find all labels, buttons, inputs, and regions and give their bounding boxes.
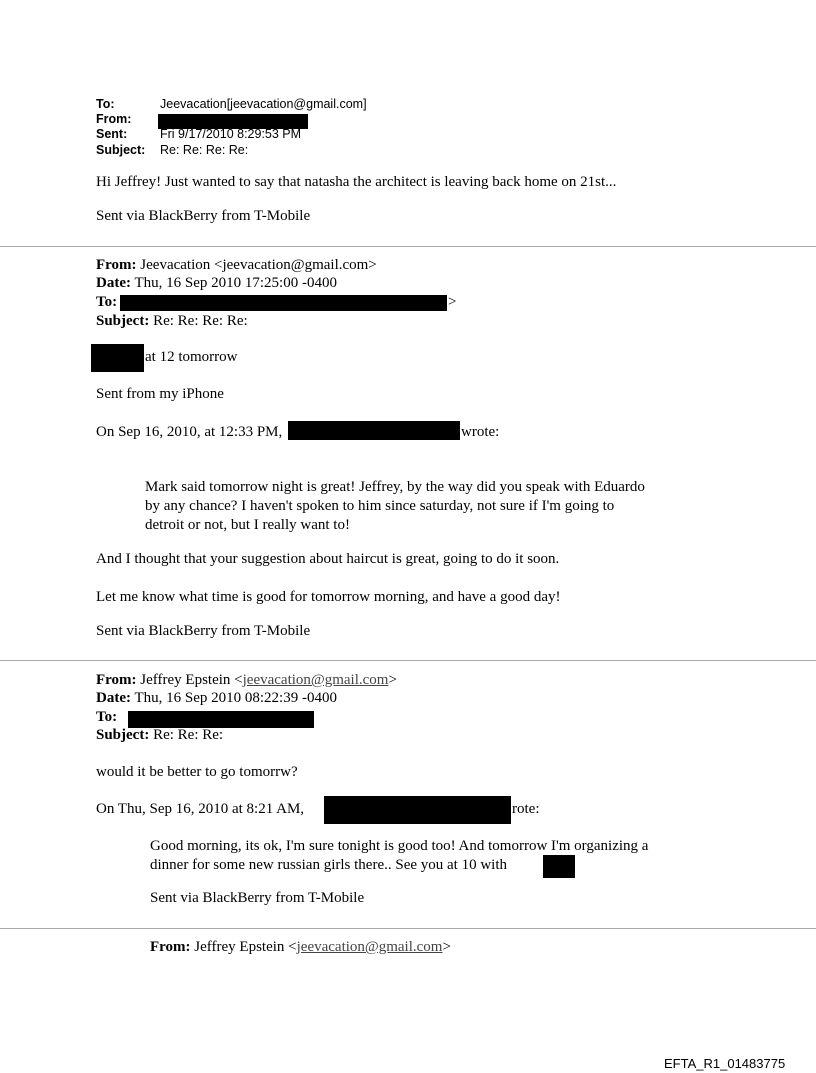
redaction-box <box>288 421 460 440</box>
msg3-date-value: Thu, 16 Sep 2010 08:22:39 -0400 <box>134 690 337 706</box>
msg2-date-line <box>96 275 337 292</box>
msg3-from-line <box>96 672 397 689</box>
header-sent-label: Sent: <box>96 127 128 141</box>
redaction-box <box>91 344 144 372</box>
msg2-date-value: Thu, 16 Sep 2010 17:25:00 -0400 <box>134 275 337 291</box>
divider <box>0 660 816 661</box>
msg3-body: would it be better to go tomorrw? <box>96 764 298 780</box>
msg2-line-letmeknow: Let me know what time is good for tomorrow morning, and have a good day! <box>96 589 561 605</box>
msg2-from-value: Jeevacation <jeevacation@gmail.com> <box>140 257 377 273</box>
msg4-from-line <box>150 939 451 956</box>
msg2-to-label: To: <box>96 294 118 310</box>
msg2-signature: Sent from my iPhone <box>96 386 224 402</box>
msg3-subject-value: Re: Re: Re: <box>153 727 224 743</box>
divider <box>0 928 816 929</box>
bates-number: EFTA_R1_01483775 <box>664 1056 786 1071</box>
header-sent-value: Fri 9/17/2010 8:29:53 PM <box>160 127 302 141</box>
msg3-quote-text: Good morning, its ok, I'm sure tonight is good too! And tomorrow I'm organizing a dinner for some new russian girls there.. See you at 10 with <box>150 838 649 873</box>
msg2-body: at 12 tomorrow <box>145 349 238 365</box>
msg3-from-name: Jeffrey Epstein < <box>140 672 243 688</box>
msg3-from-close: > <box>388 672 397 688</box>
msg4-from-name: Jeffrey Epstein < <box>194 939 297 955</box>
msg3-quote-intro-a: On Thu, Sep 16, 2010 at 8:21 AM, <box>96 801 305 817</box>
msg2-to-tail: > <box>448 294 457 310</box>
header-subject-value: Re: Re: Re: Re: <box>160 143 249 157</box>
msg3-subject-line <box>96 727 223 744</box>
header-to-label: To: <box>96 97 115 111</box>
header-to-value: Jeevacation[jeevacation@gmail.com] <box>160 97 367 111</box>
msg3-quote-intro-b: rote: <box>512 801 540 817</box>
msg4-from-close: > <box>442 939 451 955</box>
msg2-subject-label: Subject: <box>96 313 150 329</box>
msg4-email-link[interactable]: jeevacation@gmail.com <box>296 939 443 955</box>
redaction-box <box>324 796 511 824</box>
msg2-quote-intro-a: On Sep 16, 2010, at 12:33 PM, <box>96 424 283 440</box>
msg3-date-label: Date: <box>96 690 131 706</box>
msg2-from-label: From: <box>96 257 137 273</box>
msg4-from-label: From: <box>150 939 191 955</box>
redaction-box <box>128 711 314 728</box>
msg3-to-label: To: <box>96 709 118 725</box>
msg3-from-label: From: <box>96 672 137 688</box>
header-from-label: From: <box>96 112 132 126</box>
msg1-signature: Sent via BlackBerry from T-Mobile <box>96 208 311 224</box>
msg2-quote-text: Mark said tomorrow night is great! Jeffrey, by the way did you speak with Eduardo by any chance? I haven't spoken to him since saturday, not sure if I'm going to detroit or not, but I really want to! <box>145 479 645 533</box>
msg2-from-line <box>96 257 377 274</box>
msg3-quote-signature: Sent via BlackBerry from T-Mobile <box>150 890 365 906</box>
msg3-email-link[interactable]: jeevacation@gmail.com <box>242 672 389 688</box>
msg3-date-line <box>96 690 337 707</box>
msg2-signature2: Sent via BlackBerry from T-Mobile <box>96 623 311 639</box>
msg2-subject-value: Re: Re: Re: Re: <box>153 313 248 329</box>
msg2-date-label: Date: <box>96 275 131 291</box>
msg2-line-haircut: And I thought that your suggestion about haircut is great, going to do it soon. <box>96 551 560 567</box>
redaction-box <box>543 855 575 878</box>
msg2-subject-line <box>96 313 248 330</box>
msg2-quote-intro-b: wrote: <box>461 424 500 440</box>
header-subject-label: Subject: <box>96 143 146 157</box>
msg3-subject-label: Subject: <box>96 727 150 743</box>
msg1-body: Hi Jeffrey! Just wanted to say that natasha the architect is leaving back home on 21st... <box>96 174 617 190</box>
redaction-box <box>120 295 447 311</box>
divider <box>0 246 816 247</box>
